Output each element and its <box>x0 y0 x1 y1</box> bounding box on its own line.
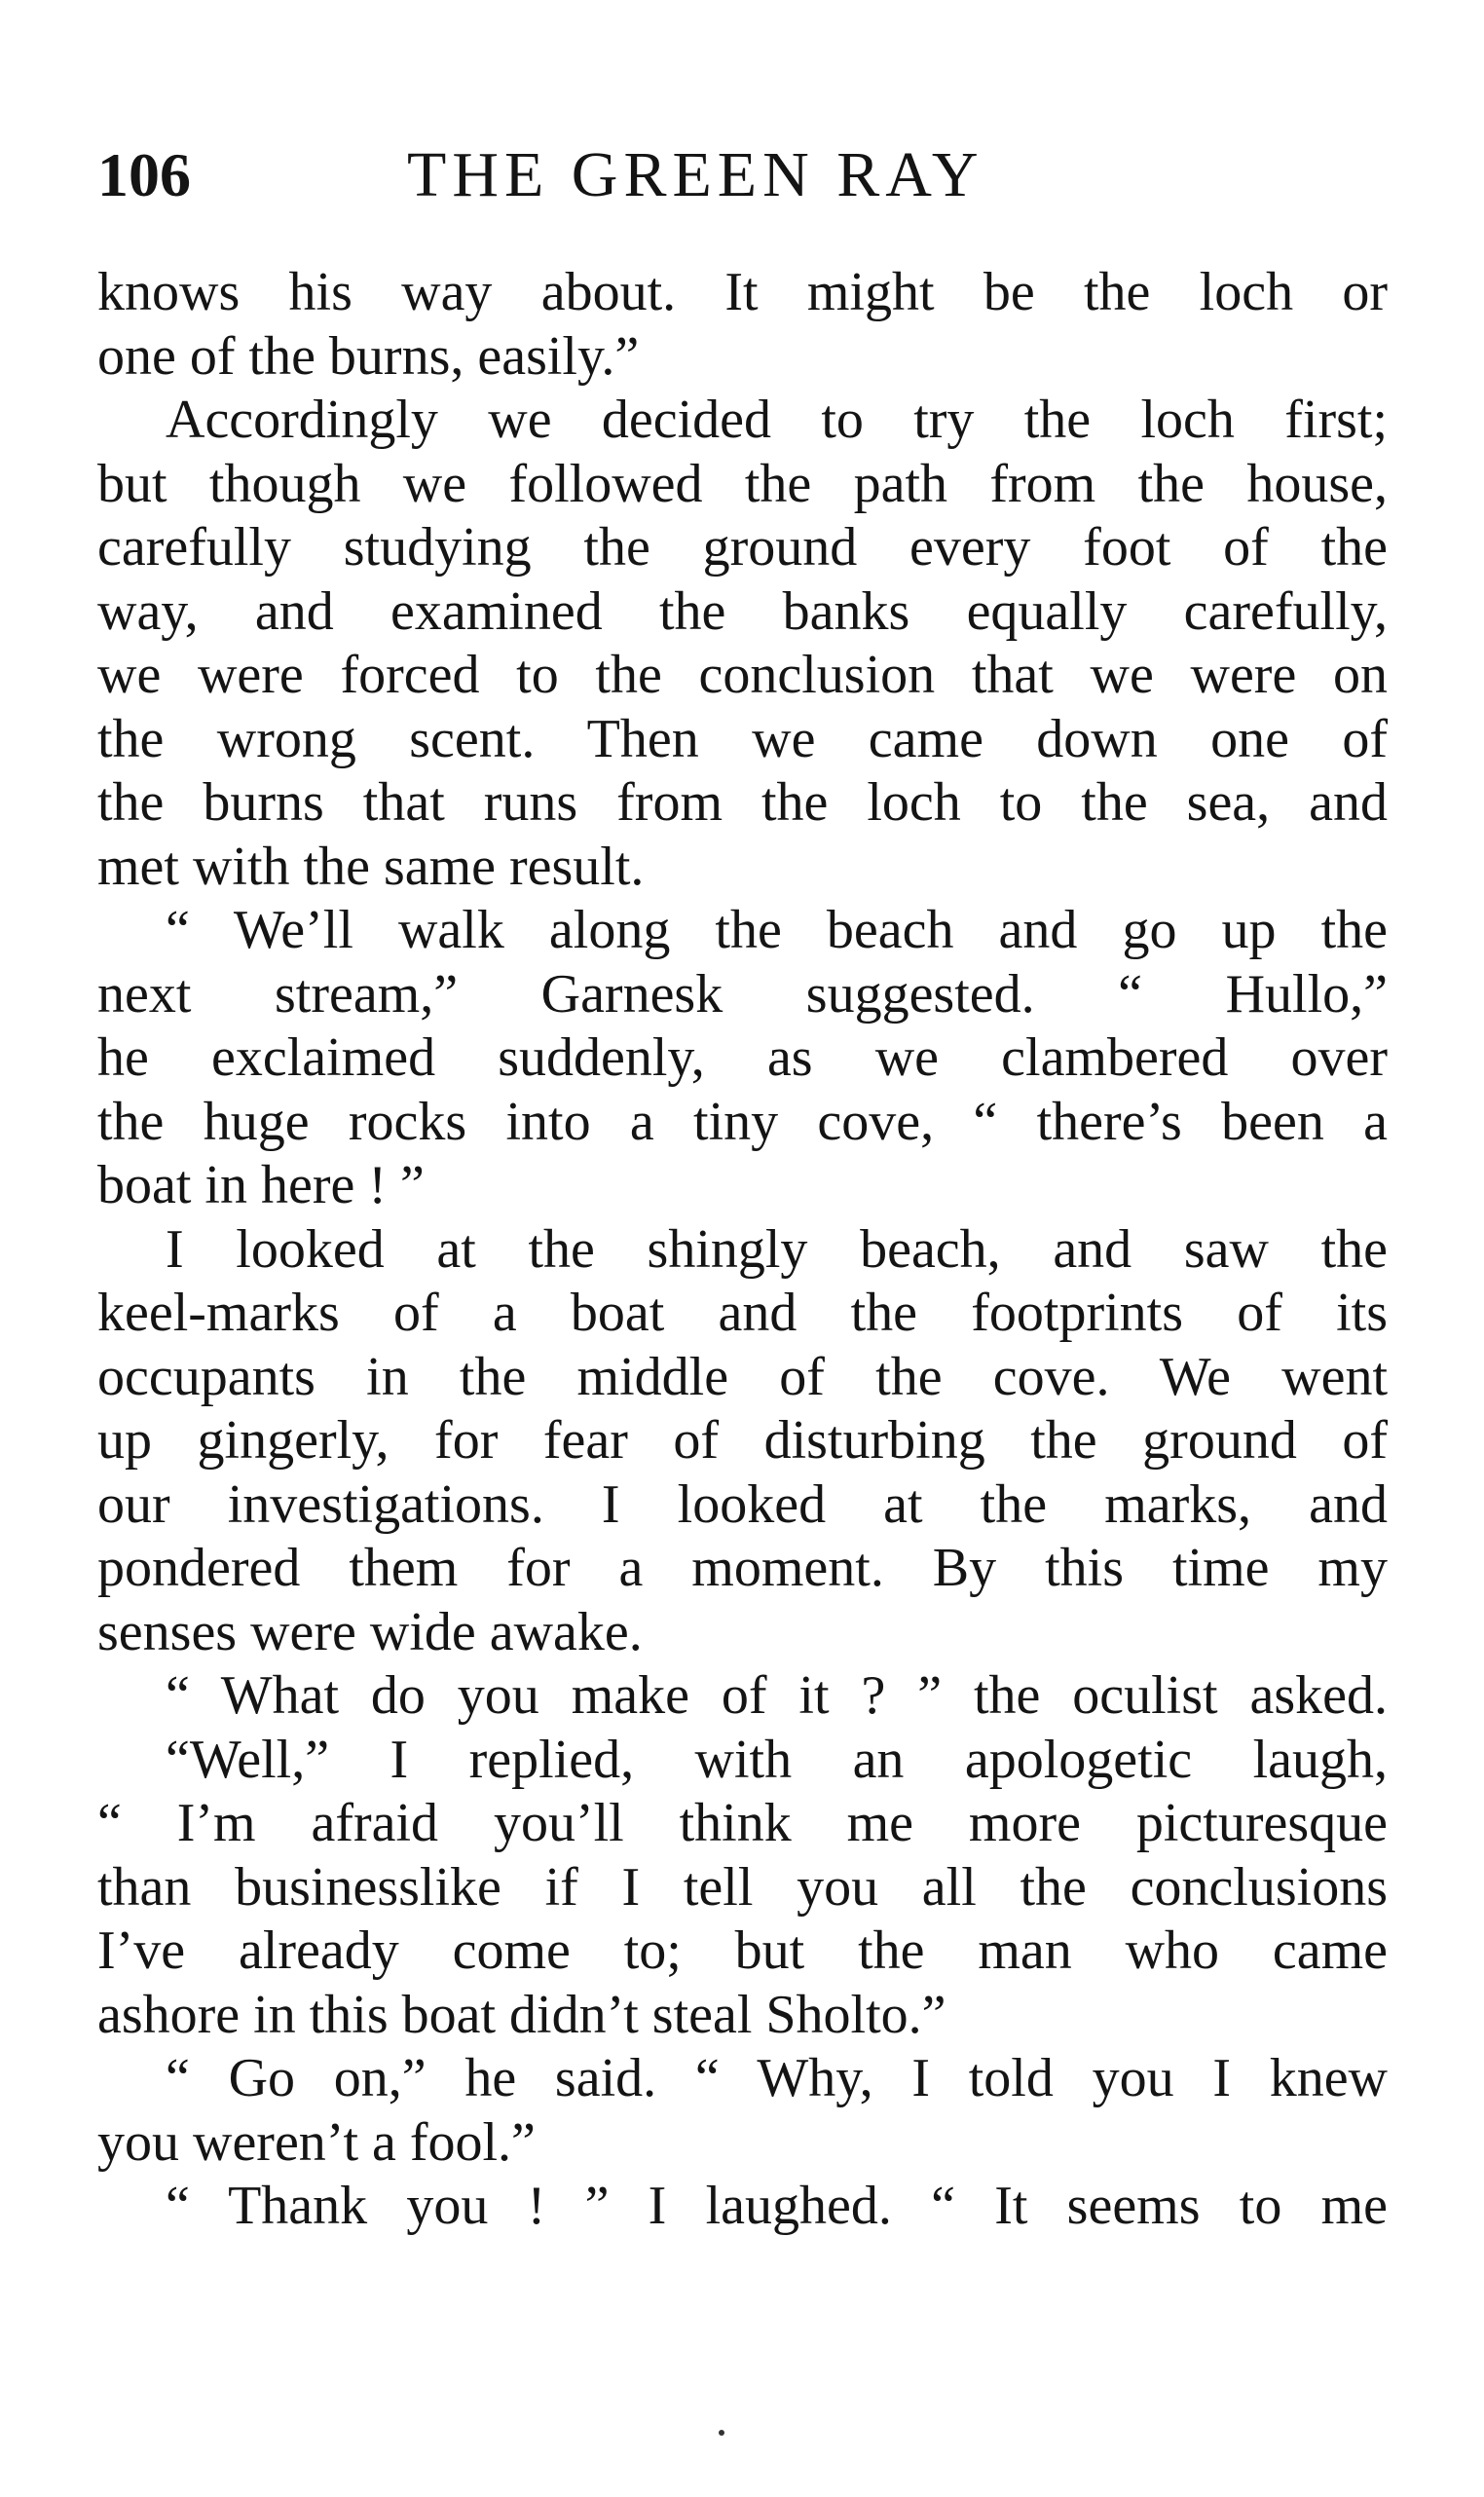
text-line: up gingerly, for fear of disturbing the ground of <box>97 1410 1388 1471</box>
text-line: keel-marks of a boat and the footprints of its <box>97 1283 1388 1343</box>
text-line: knows his way about. It might be the loch or <box>97 262 1388 322</box>
text-line: met with the same result. <box>97 836 645 897</box>
ink-speck <box>719 2430 724 2436</box>
text-line: but though we followed the path from the house, <box>97 453 1388 514</box>
text-line: he exclaimed suddenly, as we clambered over <box>97 1027 1388 1088</box>
text-line: I’ve already come to; but the man who came <box>97 1920 1388 1981</box>
page-number: 106 <box>97 140 191 209</box>
text-line: senses were wide awake. <box>97 1601 643 1662</box>
text-line: we were forced to the conclusion that we were on <box>97 645 1388 705</box>
text-line: next stream,” Garnesk suggested. “ Hullo,” <box>97 963 1388 1025</box>
text-line: Accordingly we decided to try the loch first; <box>166 390 1388 450</box>
running-head <box>97 136 1383 214</box>
text-line: the burns that runs from the loch to the sea, and <box>97 772 1388 833</box>
text-line: occupants in the middle of the cove. We went <box>97 1346 1388 1407</box>
text-line: boat in here ! ” <box>97 1155 425 1215</box>
text-line: way, and examined the banks equally carefully, <box>97 580 1388 642</box>
text-line: one of the burns, easily.” <box>97 325 640 387</box>
text-line: “Well,” I replied, with an apologetic laugh, <box>166 1729 1388 1790</box>
text-line: the wrong scent. Then we came down one of <box>97 708 1388 769</box>
text-line: our investigations. I looked at the marks, and <box>97 1473 1388 1535</box>
running-title: THE GREEN RAY <box>407 139 984 210</box>
text-line: “ What do you make of it ? ” the oculist asked. <box>166 1665 1388 1726</box>
text-line: the huge rocks into a tiny cove, “ there’s been a <box>97 1091 1388 1152</box>
text-line: “ I’m afraid you’ll think me more picturesque <box>97 1793 1388 1853</box>
text-line: ashore in this boat didn’t steal Sholto.” <box>97 1984 946 2045</box>
text-line: pondered them for a moment. By this time my <box>97 1538 1388 1598</box>
text-line: than businesslike if I tell you all the conclusions <box>97 1856 1388 1918</box>
body-text <box>97 261 1388 2239</box>
text-line: “ We’ll walk along the beach and go up the <box>166 900 1388 960</box>
text-line: carefully studying the ground every foot of the <box>97 517 1388 578</box>
text-line: “ Thank you ! ” I laughed. “ It seems to me <box>166 2176 1388 2236</box>
text-line: “ Go on,” he said. “ Why, I told you I knew <box>166 2048 1388 2108</box>
text-line: I looked at the shingly beach, and saw the <box>166 1218 1388 1280</box>
text-line: you weren’t a fool.” <box>97 2111 536 2173</box>
